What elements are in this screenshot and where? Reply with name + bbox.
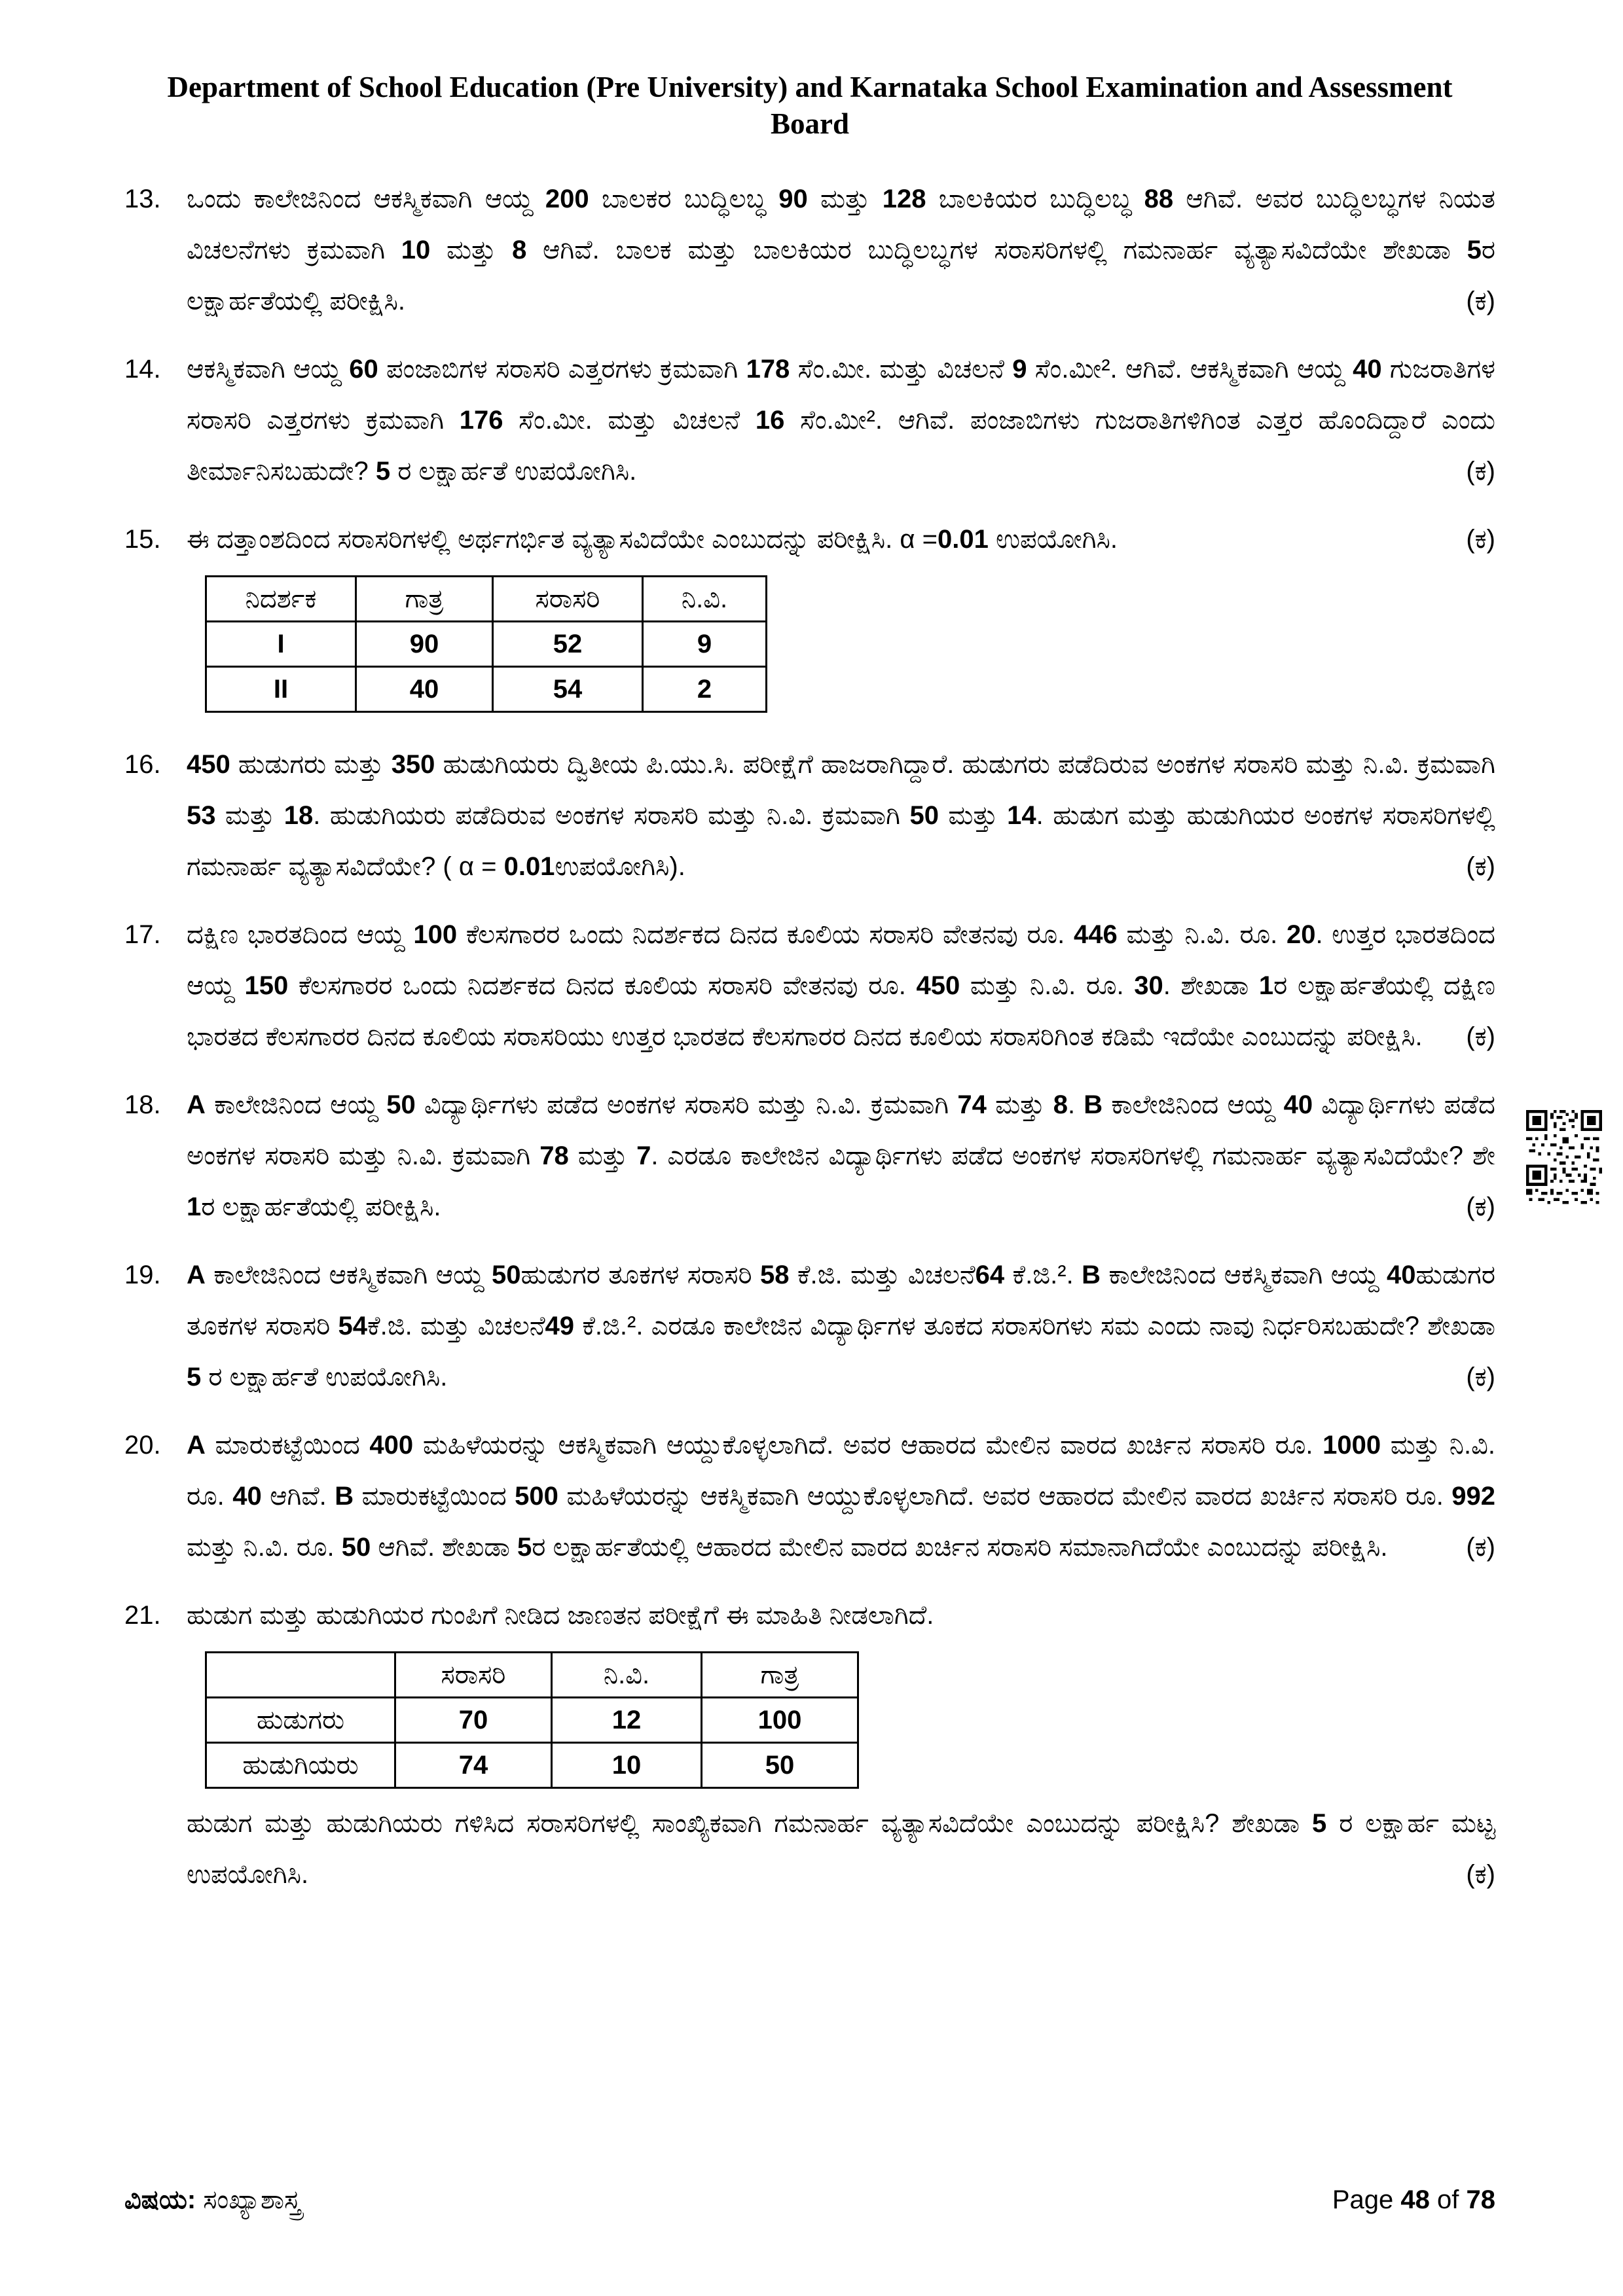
table-header: ನಿದರ್ಶಕ [206, 577, 356, 622]
table-cell: 90 [356, 622, 493, 667]
question-text-wrap [187, 1079, 1495, 1232]
question-text: A ಮಾರುಕಟ್ಟೆಯಿಂದ 400 ಮಹಿಳೆಯರನ್ನು ಆಕಸ್ಮಿಕವಾಗಿ ಆಯ್ದುಕೊಳ್ಳಲಾಗಿದೆ. ಅವರ ಆಹಾರದ ಮೇಲಿನ ವಾರದ ಖರ್ಚಿನ ಸರಾಸರಿ ರೂ. 1000 ಮತ್ತು ನಿ.ವಿ. ರೂ. 40 ಆಗಿವೆ. B ಮಾರುಕಟ್ಟೆಯಿಂದ 500 ಮಹಿಳೆಯರನ್ನು ಆಕಸ್ಮಿಕವಾಗಿ ಆಯ್ದುಕೊಳ್ಳಲಾಗಿದೆ. ಅವರ ಆಹಾರದ ಮೇಲಿನ ವಾರದ ಖರ್ಚಿನ ಸರಾಸರಿ ರೂ. 992 ಮತ್ತು ನಿ.ವಿ. ರೂ. 50 ಆಗಿವೆ. ಶೇಖಡಾ 5ರ ಲಕ್ಷಾರ್ಹತೆಯಲ್ಲಿ ಆಹಾರದ ಮೇಲಿನ ವಾರದ ಖರ್ಚಿನ ಸರಾಸರಿ ಸಮಾನಾಗಿದೆಯೇ ಎಂಬುದನ್ನು ಪರೀಕ್ಷಿಸಿ. [187, 1431, 1495, 1562]
question-15 [124, 514, 1495, 722]
table-row [206, 1743, 858, 1788]
table-header: ಗಾತ್ರ [702, 1653, 858, 1698]
table-row [206, 622, 767, 667]
table-cell: 40 [356, 667, 493, 712]
question-text: ದಕ್ಷಿಣ ಭಾರತದಿಂದ ಆಯ್ದ 100 ಕೆಲಸಗಾರರ ಒಂದು ನಿದರ್ಶಕದ ದಿನದ ಕೂಲಿಯ ಸರಾಸರಿ ವೇತನವು ರೂ. 446 ಮತ್ತು ನಿ.ವಿ. ರೂ. 20. ಉತ್ತರ ಭಾರತದಿಂದ ಆಯ್ದ 150 ಕೆಲಸಗಾರರ ಒಂದು ನಿದರ್ಶಕದ ದಿನದ ಕೂಲಿಯ ಸರಾಸರಿ ವೇತನವು ರೂ. 450 ಮತ್ತು ನಿ.ವಿ. ರೂ. 30. ಶೇಖಡಾ 1ರ ಲಕ್ಷಾರ್ಹತೆಯಲ್ಲಿ ದಕ್ಷಿಣ ಭಾರತದ ಕೆಲಸಗಾರರ ದಿನದ ಕೂಲಿಯ ಸರಾಸರಿಯು ಉತ್ತರ ಭಾರತದ ಕೆಲಸಗಾರರ ದಿನದ ಕೂಲಿಯ ಸರಾಸರಿಗಿಂತ ಕಡಿಮೆ ಇದೆಯೇ ಎಂಬುದನ್ನು ಪರೀಕ್ಷಿಸಿ. [187, 920, 1496, 1051]
table-header [206, 1653, 395, 1698]
question-19 [124, 1249, 1495, 1403]
question-number: 18. [124, 1090, 161, 1119]
page-title: Department of School Education (Pre University) and Karnataka School Examination and Assessment Board [167, 71, 1453, 140]
table-cell: 54 [493, 667, 643, 712]
table-cell: II [206, 667, 356, 712]
marks-label: (ಕ) [1457, 1011, 1495, 1062]
marks-label: (ಕ) [1457, 1181, 1495, 1232]
question-text-wrap [187, 1249, 1495, 1403]
question-text-wrap [187, 173, 1495, 327]
table-cell: 52 [493, 622, 643, 667]
table-cell: 9 [643, 622, 767, 667]
question-number: 19. [124, 1261, 161, 1289]
question-number: 20. [124, 1431, 161, 1460]
question-18 [124, 1079, 1495, 1232]
marks-label: (ಕ) [1457, 1849, 1495, 1900]
question-text-wrap [187, 344, 1495, 497]
table-cell: 2 [643, 667, 767, 712]
question-text-wrap [187, 1590, 1495, 1641]
question-21 [124, 1590, 1495, 1900]
marks-label: (ಕ) [1457, 1352, 1495, 1403]
marks-label: (ಕ) [1457, 446, 1495, 497]
marks-label: (ಕ) [1457, 1522, 1495, 1573]
footer-page-number: Page 48 of 78 [1332, 2185, 1495, 2214]
table-row-label: ಹುಡುಗಿಯರು [206, 1743, 395, 1788]
marks-label: (ಕ) [1457, 841, 1495, 892]
table-cell: 74 [395, 1743, 552, 1788]
question-text: A ಕಾಲೇಜಿನಿಂದ ಆಕಸ್ಮಿಕವಾಗಿ ಆಯ್ದ 50ಹುಡುಗರ ತೂಕಗಳ ಸರಾಸರಿ 58 ಕೆ.ಜಿ. ಮತ್ತು ವಿಚಲನೆ64 ಕೆ.ಜಿ.². B ಕಾಲೇಜಿನಿಂದ ಆಕಸ್ಮಿಕವಾಗಿ ಆಯ್ದ 40ಹುಡುಗರ ತೂಕಗಳ ಸರಾಸರಿ 54ಕೆ.ಜಿ. ಮತ್ತು ವಿಚಲನೆ49 ಕೆ.ಜಿ.². ಎರಡೂ ಕಾಲೇಜಿನ ವಿದ್ಯಾರ್ಥಿಗಳ ತೂಕದ ಸರಾಸರಿಗಳು ಸಮ ಎಂದು ನಾವು ನಿರ್ಧರಿಸಬಹುದೇ? ಶೇಖಡಾ 5 ರ ಲಕ್ಷಾರ್ಹತೆ ಉಪಯೋಗಿಸಿ. [187, 1261, 1495, 1391]
page-footer [124, 2183, 1495, 2216]
question-16 [124, 739, 1495, 892]
table-header: ಸರಾಸರಿ [395, 1653, 552, 1698]
question-14 [124, 344, 1495, 497]
table-cell: I [206, 622, 356, 667]
table-cell: 70 [395, 1698, 552, 1743]
table-header: ಗಾತ್ರ [356, 577, 493, 622]
question-number: 14. [124, 355, 161, 384]
question-number: 21. [124, 1601, 161, 1630]
question-text: ಒಂದು ಕಾಲೇಜಿನಿಂದ ಆಕಸ್ಮಿಕವಾಗಿ ಆಯ್ದ 200 ಬಾಲಕರ ಬುದ್ಧಿಲಬ್ಧ 90 ಮತ್ತು 128 ಬಾಲಕಿಯರ ಬುದ್ಧಿಲಬ್ಧ 88 ಆಗಿವೆ. ಅವರ ಬುದ್ಧಿಲಬ್ಧಗಳ ನಿಯತ ವಿಚಲನೆಗಳು ಕ್ರಮವಾಗಿ 10 ಮತ್ತು 8 ಆಗಿವೆ. ಬಾಲಕ ಮತ್ತು ಬಾಲಕಿಯರ ಬುದ್ಧಿಲಬ್ಧಗಳ ಸರಾಸರಿಗಳಲ್ಲಿ ಗಮನಾರ್ಹ ವ್ಯತ್ಯಾಸವಿದೆಯೇ ಶೇಖಡಾ 5ರ ಲಕ್ಷಾರ್ಹತೆಯಲ್ಲಿ ಪರೀಕ್ಷಿಸಿ. [187, 185, 1495, 315]
table-header: ನಿ.ವಿ. [552, 1653, 702, 1698]
question-text-wrap [187, 909, 1495, 1062]
question-text: ಆಕಸ್ಮಿಕವಾಗಿ ಆಯ್ದ 60 ಪಂಜಾಬಿಗಳ ಸರಾಸರಿ ಎತ್ತರಗಳು ಕ್ರಮವಾಗಿ 178 ಸೆಂ.ಮೀ. ಮತ್ತು ವಿಚಲನೆ 9 ಸೆಂ.ಮೀ². ಆಗಿವೆ. ಆಕಸ್ಮಿಕವಾಗಿ ಆಯ್ದ 40 ಗುಜರಾತಿಗಳ ಸರಾಸರಿ ಎತ್ತರಗಳು ಕ್ರಮವಾಗಿ 176 ಸೆಂ.ಮೀ. ಮತ್ತು ವಿಚಲನೆ 16 ಸೆಂ.ಮೀ². ಆಗಿವೆ. ಪಂಜಾಬಿಗಳು ಗುಜರಾತಿಗಳಿಗಿಂತ ಎತ್ತರ ಹೊಂದಿದ್ದಾರೆ ಎಂದು ತೀರ್ಮಾನಿಸಬಹುದೇ? 5 ರ ಲಕ್ಷಾರ್ಹತೆ ಉಪಯೋಗಿಸಿ. [187, 355, 1495, 486]
question-text: 450 ಹುಡುಗರು ಮತ್ತು 350 ಹುಡುಗಿಯರು ದ್ವಿತೀಯ ಪಿ.ಯು.ಸಿ. ಪರೀಕ್ಷೆಗೆ ಹಾಜರಾಗಿದ್ದಾರೆ. ಹುಡುಗರು ಪಡೆದಿರುವ ಅಂಕಗಳ ಸರಾಸರಿ ಮತ್ತು ನಿ.ವಿ. ಕ್ರಮವಾಗಿ 53 ಮತ್ತು 18. ಹುಡುಗಿಯರು ಪಡೆದಿರುವ ಅಂಕಗಳ ಸರಾಸರಿ ಮತ್ತು ನಿ.ವಿ. ಕ್ರಮವಾಗಿ 50 ಮತ್ತು 14. ಹುಡುಗ ಮತ್ತು ಹುಡುಗಿಯರ ಅಂಕಗಳ ಸರಾಸರಿಗಳಲ್ಲಿ ಗಮನಾರ್ಹ ವ್ಯತ್ಯಾಸವಿದೆಯೇ? ( α = 0.01ಉಪಯೋಗಿಸಿ). [187, 750, 1495, 881]
question-number: 13. [124, 185, 161, 213]
table-header: ನಿ.ವಿ. [643, 577, 767, 622]
marks-label: (ಕ) [1457, 276, 1495, 327]
marks-label: (ಕ) [1457, 514, 1495, 565]
question-text: ಹುಡುಗ ಮತ್ತು ಹುಡುಗಿಯರ ಗುಂಪಿಗೆ ನೀಡಿದ ಜಾಣತನ ಪರೀಕ್ಷೆಗೆ ಈ ಮಾಹಿತಿ ನೀಡಲಾಗಿದೆ. [187, 1601, 934, 1630]
table-row [206, 1698, 858, 1743]
table-header: ಸರಾಸರಿ [493, 577, 643, 622]
question-17 [124, 909, 1495, 1062]
intelligence-test-table [205, 1651, 859, 1789]
question-number: 17. [124, 920, 161, 949]
table-header-row [206, 1653, 858, 1698]
table-cell: 100 [702, 1698, 858, 1743]
table-cell: 50 [702, 1743, 858, 1788]
qr-code [1526, 1109, 1602, 1208]
question-text: A ಕಾಲೇಜಿನಿಂದ ಆಯ್ದ 50 ವಿದ್ಯಾರ್ಥಿಗಳು ಪಡೆದ ಅಂಕಗಳ ಸರಾಸರಿ ಮತ್ತು ನಿ.ವಿ. ಕ್ರಮವಾಗಿ 74 ಮತ್ತು 8. B ಕಾಲೇಜಿನಿಂದ ಆಯ್ದ 40 ವಿದ್ಯಾರ್ಥಿಗಳು ಪಡೆದ ಅಂಕಗಳ ಸರಾಸರಿ ಮತ್ತು ನಿ.ವಿ. ಕ್ರಮವಾಗಿ 78 ಮತ್ತು 7. ಎರಡೂ ಕಾಲೇಜಿನ ವಿದ್ಯಾರ್ಥಿಗಳು ಪಡೆದ ಅಂಕಗಳ ಸರಾಸರಿಗಳಲ್ಲಿ ಗಮನಾರ್ಹ ವ್ಯತ್ಯಾಸವಿದೆಯೇ? ಶೇ 1ರ ಲಕ್ಷಾರ್ಹತೆಯಲ್ಲಿ ಪರೀಕ್ಷಿಸಿ. [187, 1090, 1496, 1221]
table-row [206, 667, 767, 712]
table-cell: 10 [552, 1743, 702, 1788]
question-text: ಹುಡುಗ ಮತ್ತು ಹುಡುಗಿಯರು ಗಳಿಸಿದ ಸರಾಸರಿಗಳಲ್ಲಿ ಸಾಂಖ್ಯಿಕವಾಗಿ ಗಮನಾರ್ಹ ವ್ಯತ್ಯಾಸವಿದೆಯೇ ಎಂಬುದನ್ನು ಪರೀಕ್ಷಿಸಿ? ಶೇಖಡಾ 5 ರ ಲಕ್ಷಾರ್ಹ ಮಟ್ಟ ಉಪಯೋಗಿಸಿ. [187, 1809, 1495, 1889]
sample-data-table [205, 575, 767, 713]
question-13 [124, 173, 1495, 327]
question-text-wrap [187, 514, 1495, 565]
table-header-row [206, 577, 767, 622]
question-number: 16. [124, 750, 161, 779]
table-cell: 12 [552, 1698, 702, 1743]
question-text-wrap [187, 1798, 1495, 1900]
footer-subject: ವಿಷಯ: ಸಂಖ್ಯಾಶಾಸ್ತ್ರ [124, 2185, 301, 2214]
question-20 [124, 1420, 1495, 1573]
question-text-wrap [187, 739, 1495, 892]
question-number: 15. [124, 525, 161, 554]
table-row-label: ಹುಡುಗರು [206, 1698, 395, 1743]
question-text-wrap [187, 1420, 1495, 1573]
question-text: ಈ ದತ್ತಾಂಶದಿಂದ ಸರಾಸರಿಗಳಲ್ಲಿ ಅರ್ಥಗರ್ಭಿತ ವ್ಯತ್ಯಾಸವಿದೆಯೇ ಎಂಬುದನ್ನು ಪರೀಕ್ಷಿಸಿ. α =0.01 ಉಪಯೋಗಿಸಿ. [187, 525, 1118, 554]
